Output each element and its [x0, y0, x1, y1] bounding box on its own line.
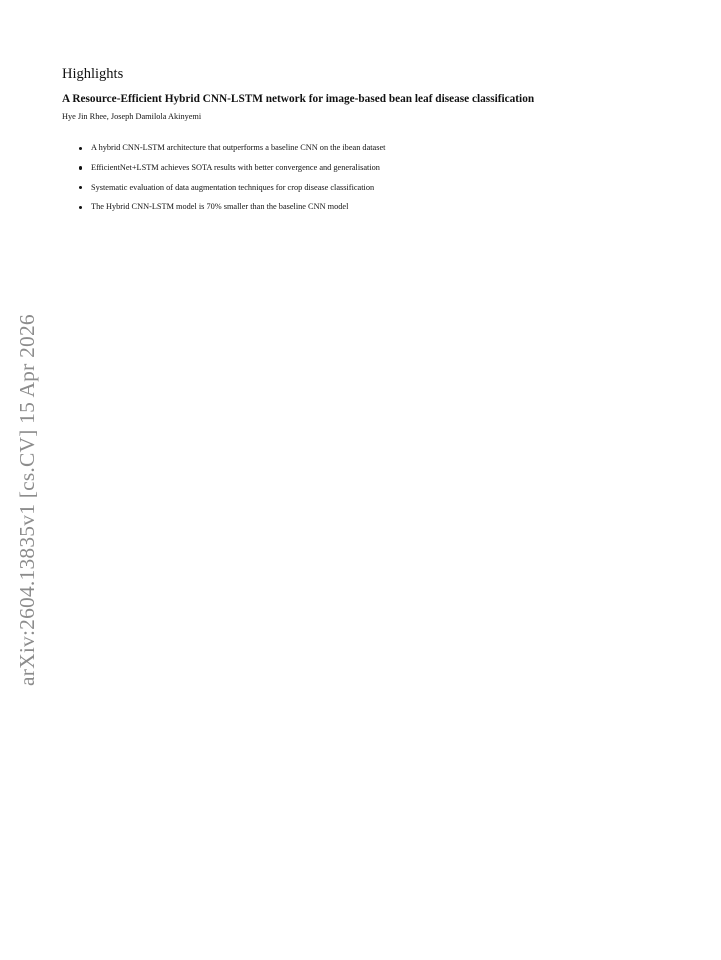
list-item: [62, 182, 672, 194]
highlight-text: EfficientNet+LSTM achieves SOTA results with better convergence and generalisation: [91, 162, 380, 172]
bullet-icon: [79, 186, 82, 189]
highlight-text: A hybrid CNN-LSTM architecture that outperforms a baseline CNN on the ibean dataset: [91, 143, 386, 152]
author-list: Hye Jin Rhee, Joseph Damilola Akinyemi: [62, 112, 202, 121]
highlight-text: The Hybrid CNN-LSTM model is 70% smaller than the baseline CNN model: [91, 202, 349, 212]
list-item: [62, 142, 672, 154]
highlights-list: [62, 142, 672, 213]
list-item: [62, 201, 672, 213]
bullet-icon: [79, 206, 82, 209]
highlight-text: Systematic evaluation of data augmentation techniques for crop disease classification: [91, 182, 375, 192]
bullet-icon: [79, 166, 82, 169]
arxiv-identifier: arXiv:2604.13835v1 [cs.CV] 15 Apr 2026: [15, 314, 39, 686]
highlights-section: [62, 64, 672, 221]
paper-title: A Resource-Efficient Hybrid CNN-LSTM network for image-based bean leaf disease classification: [62, 93, 535, 105]
bullet-icon: [79, 147, 82, 150]
highlights-heading: Highlights: [62, 66, 124, 82]
list-item: [62, 162, 672, 174]
